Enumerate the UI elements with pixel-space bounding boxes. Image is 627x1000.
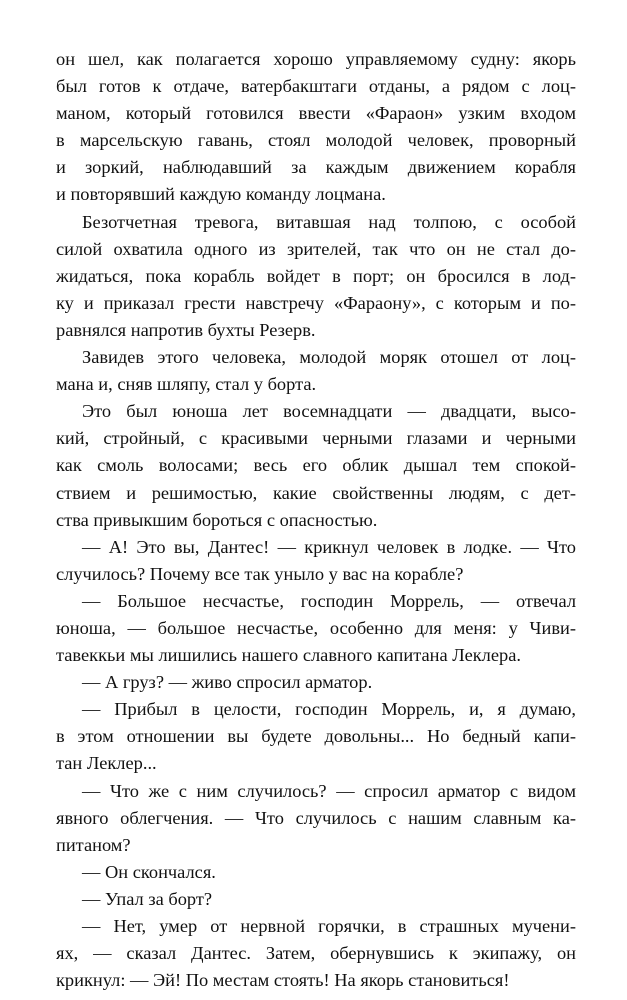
text-line: — Он скончался. [82,861,216,882]
paragraph [56,913,576,994]
text-line: Это был юноша лет восемнадцати — двадцати, высо- [82,401,576,422]
text-line: и повторявший каждую команду лоцмана. [56,184,386,205]
text-line: Безотчетная тревога, витавшая над толпою, с особой [82,211,576,232]
text-line: юноша, — большое несчастье, особенно для меня: у Чиви- [56,617,576,638]
text-line: ствием и решимостью, какие свойственны людям, с дет- [56,482,576,503]
text-line: маном, который готовился ввести «Фараон» узким входом [56,103,576,124]
paragraph [56,534,576,588]
paragraph [56,46,576,209]
text-line: явного облегчения. — Что случилось с нашим славным ка- [56,807,576,828]
text-line: — Нет, умер от нервной горячки, в страшных мучени- [82,916,576,936]
text-line: ку и приказал грести навстречу «Фараону», с которым и по- [56,292,576,313]
text-line: — А груз? — живо спросил арматор. [82,672,373,693]
paragraph [56,588,576,669]
text-line: крикнул: — Эй! По местам стоять! На якорь становиться! [56,970,510,991]
book-page [56,46,576,994]
text-line: жидаться, пока корабль войдет в порт; он бросился в лод- [56,265,576,286]
text-line: в марсельскую гавань, стоял молодой человек, проворный [56,130,576,151]
text-line: Завидев этого человека, молодой моряк отошел от лоц- [82,347,576,368]
text-line: ях, — сказал Дантес. Затем, обернувшись к экипажу, он [56,943,576,964]
text-line: кий, стройный, с красивыми черными глазами и черными [56,428,576,449]
text-line: как смоль волосами; весь его облик дышал тем спокой- [56,455,576,476]
paragraph [56,398,576,533]
text-line: ства привыкшим бороться с опасностью. [56,509,378,530]
paragraph [56,886,576,913]
text-line: — Упал за борт? [82,888,213,909]
paragraph [56,778,576,859]
text-line: и зоркий, наблюдавший за каждым движением корабля [56,157,576,178]
paragraph [56,669,576,696]
text-line: тан Леклер... [56,753,157,774]
text-line: питаном? [56,834,131,855]
text-line: он шел, как полагается хорошо управляемому судну: якорь [56,49,576,69]
text-line: равнялся напротив бухты Резерв. [56,319,316,340]
text-line: тавеккьи мы лишились нашего славного капитана Леклера. [56,645,521,666]
text-line: — Что же с ним случилось? — спросил арматор с видом [82,780,576,801]
paragraph [56,696,576,777]
text-line: случилось? Почему все так уныло у вас на корабле? [56,563,464,584]
text-line: мана и, сняв шляпу, стал у борта. [56,374,317,395]
paragraph [56,344,576,398]
text-line: был готов к отдаче, ватербакштаги отданы, а рядом с лоц- [56,76,576,97]
paragraph [56,209,576,344]
text-line: — Прибыл в целости, господин Моррель, и, я думаю, [82,699,576,720]
text-line: — Большое несчастье, господин Моррель, — отвечал [82,590,576,611]
text-line: — А! Это вы, Дантес! — крикнул человек в лодке. — Что [82,536,576,557]
text-line: в этом отношении вы будете довольны... Но бедный капи- [56,726,576,747]
paragraph [56,859,576,886]
text-line: силой охватила одного из зрителей, так что он не стал до- [56,238,576,259]
